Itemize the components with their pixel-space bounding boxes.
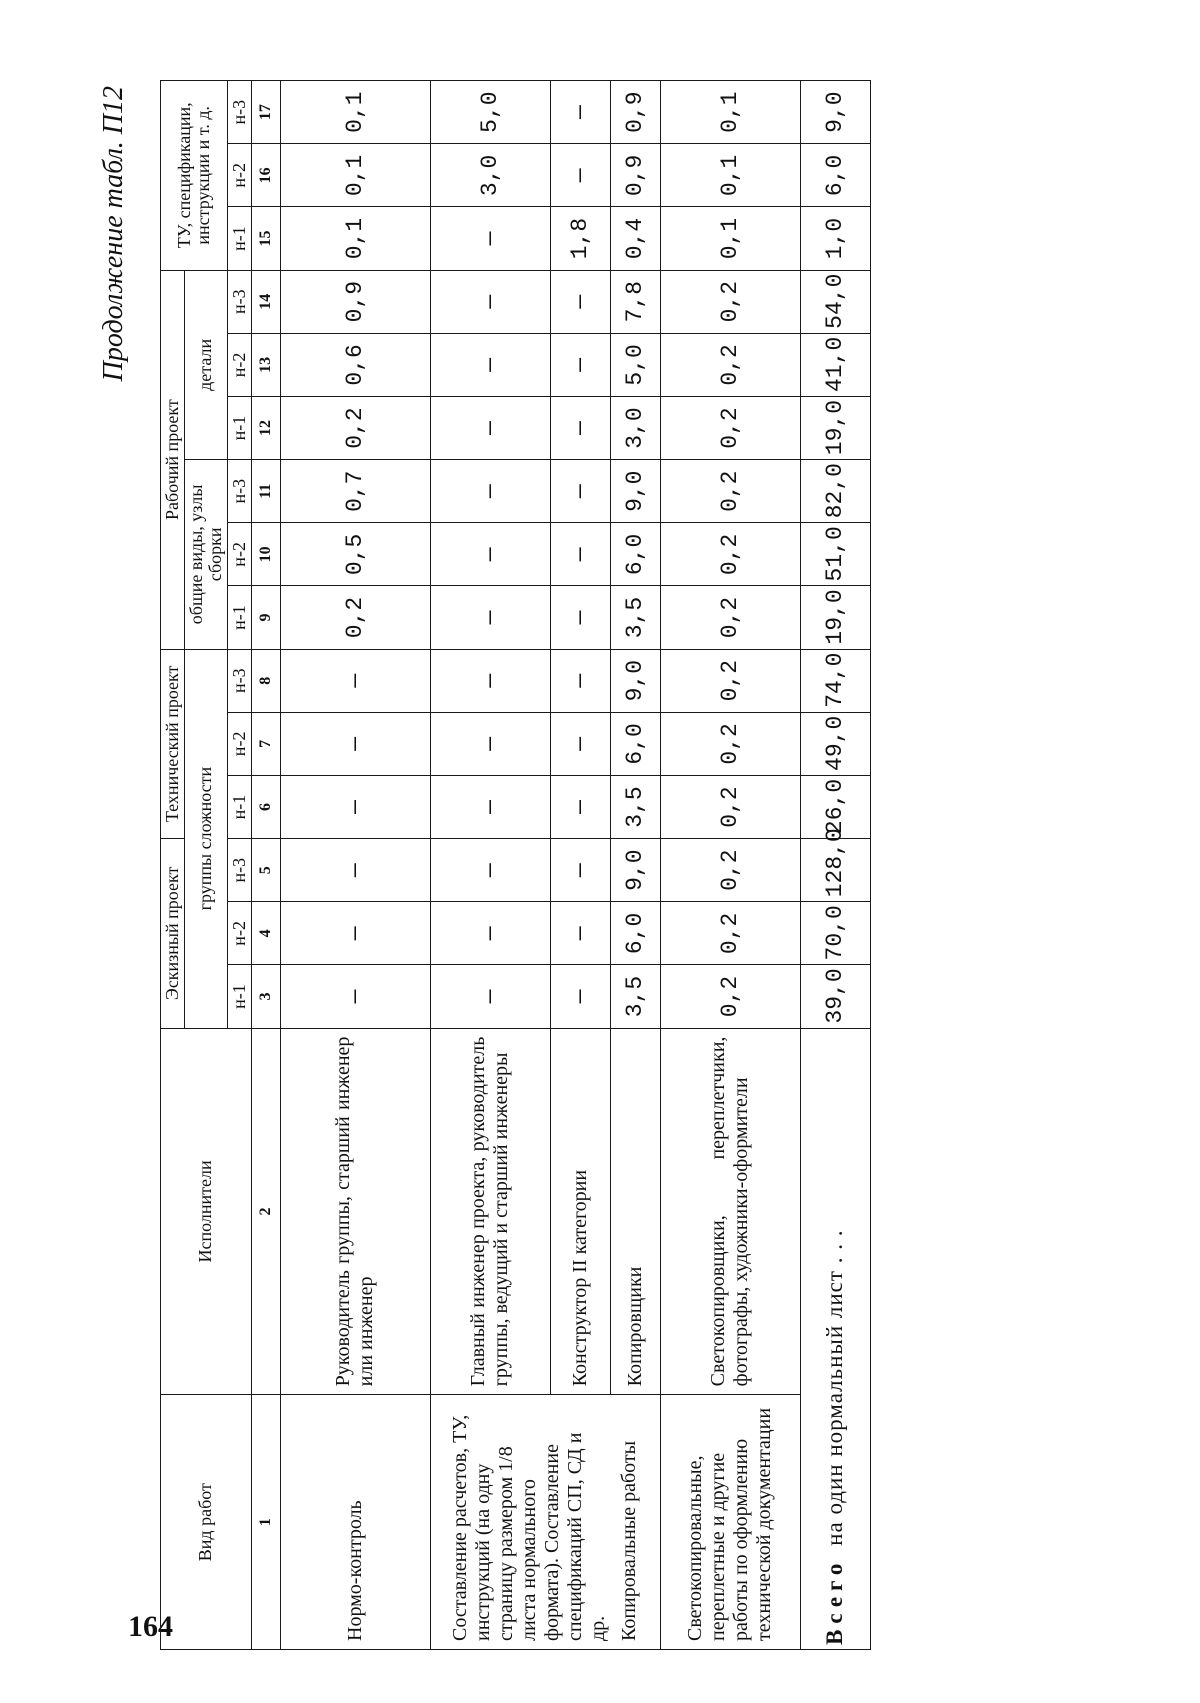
value-cell: 0,2 <box>280 586 430 649</box>
complexity-group-header: н-1 <box>227 965 251 1028</box>
total-value-cell: 51,0 <box>800 523 870 586</box>
total-value-cell: 49,0 <box>800 712 870 775</box>
value-cell: — <box>430 333 550 396</box>
total-value-cell: 39,0 <box>800 965 870 1028</box>
complexity-group-header: н-3 <box>227 649 251 712</box>
value-cell: 9,0 <box>610 460 660 523</box>
value-cell: — <box>550 81 610 144</box>
column-index-cell: 2 <box>251 1028 280 1395</box>
total-value-cell: 128,0 <box>800 839 870 902</box>
header-tech-project: Технический проект <box>161 649 185 839</box>
header-work-project: Рабочий проект <box>161 270 185 649</box>
column-index-cell: 7 <box>251 712 280 775</box>
row-work-cell <box>430 1395 660 1650</box>
value-cell: 0,2 <box>660 839 800 902</box>
header-work-type: Вид работ <box>161 1395 252 1650</box>
value-cell: — <box>280 712 430 775</box>
value-cell: — <box>430 775 550 838</box>
total-value-cell: 9,0 <box>800 81 870 144</box>
total-label-spaced: Всего <box>822 1557 848 1645</box>
complexity-group-header: н-1 <box>227 775 251 838</box>
table-row <box>280 81 430 1650</box>
value-cell: — <box>430 460 550 523</box>
column-index-cell: 3 <box>251 965 280 1028</box>
column-index-cell: 13 <box>251 333 280 396</box>
value-cell: — <box>550 712 610 775</box>
header-complexity-groups: группы сложности <box>184 649 227 1028</box>
value-cell: 5,0 <box>610 333 660 396</box>
table-row <box>430 81 550 1650</box>
column-index-cell: 8 <box>251 649 280 712</box>
value-cell: 0,2 <box>660 270 800 333</box>
value-cell: 3,0 <box>610 396 660 459</box>
value-cell: — <box>430 712 550 775</box>
value-cell: — <box>430 649 550 712</box>
total-value-cell: 1,0 <box>800 207 870 270</box>
complexity-group-header: н-2 <box>227 144 251 207</box>
column-index-cell: 1 <box>251 1395 280 1650</box>
column-index-cell: 14 <box>251 270 280 333</box>
value-cell: 9,0 <box>610 649 660 712</box>
value-cell: — <box>550 965 610 1028</box>
page-number: 164 <box>128 1610 173 1643</box>
total-value-cell: 74,0 <box>800 649 870 712</box>
complexity-group-header: н-2 <box>227 712 251 775</box>
index-row <box>251 81 280 1650</box>
value-cell: — <box>280 775 430 838</box>
header-tu: ТУ, спецификации, инструкции и т. д. <box>161 81 228 271</box>
value-cell: — <box>550 649 610 712</box>
value-cell: 6,0 <box>610 523 660 586</box>
value-cell: 3,0 <box>430 144 550 207</box>
column-index-cell: 9 <box>251 586 280 649</box>
value-cell: — <box>430 965 550 1028</box>
complexity-group-header: н-1 <box>227 586 251 649</box>
work-norms-table <box>160 80 871 1650</box>
complexity-group-header: н-1 <box>227 207 251 270</box>
complexity-group-header: н-3 <box>227 81 251 144</box>
value-cell: 0,2 <box>660 523 800 586</box>
table-caption: Продолжение табл. П12 <box>98 86 129 382</box>
value-cell: 0,6 <box>280 333 430 396</box>
header-details: детали <box>184 270 227 460</box>
value-cell: 0,2 <box>660 586 800 649</box>
complexity-group-header: н-2 <box>227 523 251 586</box>
value-cell: — <box>430 270 550 333</box>
total-value-cell: 82,0 <box>800 460 870 523</box>
column-index-cell: 16 <box>251 144 280 207</box>
value-cell: 5,0 <box>430 81 550 144</box>
value-cell: 0,2 <box>660 649 800 712</box>
column-index-cell: 10 <box>251 523 280 586</box>
total-value-cell: 70,0 <box>800 902 870 965</box>
value-cell: — <box>430 396 550 459</box>
value-cell: — <box>430 207 550 270</box>
column-index-cell: 15 <box>251 207 280 270</box>
value-cell: 0,2 <box>660 712 800 775</box>
table-row <box>660 81 800 1650</box>
value-cell: 0,9 <box>610 81 660 144</box>
total-value-cell: 26,0 <box>800 775 870 838</box>
total-row <box>800 81 870 1650</box>
column-index-cell: 11 <box>251 460 280 523</box>
row-performer-cell: Конструктор II категории <box>550 1028 610 1395</box>
column-index-cell: 5 <box>251 839 280 902</box>
row-performer-cell: Главный инженер проекта, руководитель группы, ведущий и старший инженеры <box>430 1028 550 1395</box>
complexity-group-header: н-2 <box>227 902 251 965</box>
value-cell: — <box>550 333 610 396</box>
value-cell: — <box>430 839 550 902</box>
value-cell: 0,1 <box>280 81 430 144</box>
value-cell: — <box>280 649 430 712</box>
value-cell: 3,5 <box>610 775 660 838</box>
total-value-cell: 19,0 <box>800 396 870 459</box>
column-index-cell: 17 <box>251 81 280 144</box>
value-cell: — <box>550 460 610 523</box>
value-cell: — <box>550 523 610 586</box>
column-index-cell: 6 <box>251 775 280 838</box>
value-cell: 7,8 <box>610 270 660 333</box>
row-work-text: Составление расчетов, ТУ, инструкций (на одну страницу размером 1/8 листа нормального формата). Составление спецификаций СП, СД и др. <box>449 1414 610 1641</box>
value-cell: 0,2 <box>660 965 800 1028</box>
value-cell: 0,1 <box>660 81 800 144</box>
column-index-cell: 4 <box>251 902 280 965</box>
value-cell: — <box>280 839 430 902</box>
value-cell: 0,2 <box>660 396 800 459</box>
value-cell: 0,1 <box>660 144 800 207</box>
value-cell: 0,2 <box>660 775 800 838</box>
value-cell: 6,0 <box>610 902 660 965</box>
value-cell: — <box>550 396 610 459</box>
header-sketch-project: Эскизный проект <box>161 839 185 1029</box>
value-cell: — <box>430 902 550 965</box>
value-cell: — <box>550 270 610 333</box>
value-cell: 9,0 <box>610 839 660 902</box>
value-cell: — <box>550 775 610 838</box>
value-cell: — <box>430 523 550 586</box>
value-cell: 0,1 <box>280 207 430 270</box>
value-cell: — <box>280 902 430 965</box>
value-cell: 0,2 <box>660 902 800 965</box>
total-label-rest: на один нормальный лист . . . <box>822 1229 848 1546</box>
row-work-cell: Нормо-контроль <box>280 1395 430 1650</box>
total-value-cell: 41,0 <box>800 333 870 396</box>
value-cell: 0,1 <box>280 144 430 207</box>
value-cell: — <box>280 965 430 1028</box>
value-cell: 3,5 <box>610 586 660 649</box>
row-work-text-2: Копировальные работы <box>618 1440 641 1641</box>
complexity-group-header: н-3 <box>227 839 251 902</box>
value-cell: 0,2 <box>280 396 430 459</box>
value-cell: 0,4 <box>610 207 660 270</box>
value-cell: 1,8 <box>550 207 610 270</box>
row-performer-cell: Светокопировщики, переплетчики, фотографы, художники-оформители <box>660 1028 800 1395</box>
header-general-views: общие виды, узлы сборки <box>184 460 227 649</box>
value-cell: — <box>550 144 610 207</box>
total-value-cell: 54,0 <box>800 270 870 333</box>
total-value-cell: 6,0 <box>800 144 870 207</box>
total-label <box>800 1028 870 1649</box>
value-cell: — <box>550 586 610 649</box>
row-work-cell: Светокопировальные, переплетные и другие работы по оформлению технической документации <box>660 1395 800 1650</box>
header-performer: Исполнители <box>161 1028 252 1395</box>
value-cell: 3,5 <box>610 965 660 1028</box>
value-cell: 0,2 <box>660 460 800 523</box>
value-cell: 0,9 <box>610 144 660 207</box>
complexity-group-header: н-3 <box>227 270 251 333</box>
value-cell: 6,0 <box>610 712 660 775</box>
value-cell: 0,9 <box>280 270 430 333</box>
value-cell: — <box>430 586 550 649</box>
value-cell: 0,1 <box>660 207 800 270</box>
value-cell: — <box>550 839 610 902</box>
complexity-group-header: н-2 <box>227 333 251 396</box>
value-cell: 0,7 <box>280 460 430 523</box>
value-cell: — <box>550 902 610 965</box>
value-cell: 0,2 <box>660 333 800 396</box>
total-value-cell: 19,0 <box>800 586 870 649</box>
complexity-group-header: н-1 <box>227 396 251 459</box>
column-index-cell: 12 <box>251 396 280 459</box>
complexity-group-header: н-3 <box>227 460 251 523</box>
row-performer-cell: Руководитель группы, старший инженер или инженер <box>280 1028 430 1395</box>
row-performer-cell: Копировщики <box>610 1028 660 1395</box>
value-cell: 0,5 <box>280 523 430 586</box>
